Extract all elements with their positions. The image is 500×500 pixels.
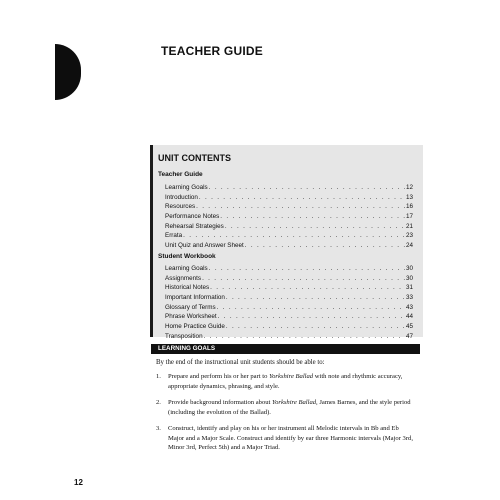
toc-dot-leader <box>202 274 405 284</box>
toc-entry-label: Assignments <box>165 274 202 282</box>
page-title: TEACHER GUIDE <box>161 44 263 58</box>
toc-dot-leader <box>204 332 405 342</box>
toc-entry-page: 23 <box>405 232 413 240</box>
toc-entry-page: 43 <box>405 303 413 311</box>
toc-dot-leader <box>218 312 405 322</box>
learning-goals-list <box>156 372 414 460</box>
toc-entry <box>165 183 413 193</box>
toc-dot-leader <box>209 183 405 193</box>
toc-entry-page: 17 <box>405 213 413 221</box>
learning-goal-text <box>168 424 414 453</box>
toc-entry-label: Glossary of Terms <box>165 303 216 311</box>
toc-entry-page: 30 <box>405 274 413 282</box>
learning-goal-item <box>156 372 414 391</box>
toc-entry <box>165 283 413 293</box>
toc-entry <box>165 231 413 241</box>
toc-entry-page: 24 <box>405 242 413 250</box>
toc-entry-label: Introduction <box>165 193 198 201</box>
toc-entry <box>165 222 413 232</box>
unit-contents-title: UNIT CONTENTS <box>158 153 231 163</box>
toc-entry-label: Phrase Worksheet <box>165 313 217 321</box>
learning-goal-number: 1. <box>156 373 161 380</box>
toc-dot-leader <box>226 293 405 303</box>
learning-goal-text-part: Provide background information about <box>168 399 273 406</box>
student-workbook-toc <box>165 264 413 342</box>
learning-goal-text-part: , James Barnes, and the style period (including the evolution of the Ballad). <box>168 399 411 416</box>
toc-entry <box>165 193 413 203</box>
toc-entry-label: Unit Quiz and Answer Sheet <box>165 242 244 250</box>
toc-dot-leader <box>183 231 405 241</box>
toc-entry-label: Transposition <box>165 332 203 340</box>
toc-entry <box>165 264 413 274</box>
learning-goal-work-title: Yorkshire Ballad <box>272 399 317 406</box>
teacher-guide-heading: Teacher Guide <box>158 171 203 178</box>
toc-entry <box>165 241 413 251</box>
toc-entry <box>165 202 413 212</box>
toc-entry-label: Home Practice Guide <box>165 323 225 331</box>
toc-entry <box>165 312 413 322</box>
toc-entry-page: 44 <box>405 313 413 321</box>
toc-dot-leader <box>217 303 405 313</box>
learning-goal-number: 3. <box>156 425 161 432</box>
toc-entry-page: 47 <box>405 332 413 340</box>
toc-entry-page: 21 <box>405 222 413 230</box>
student-workbook-heading: Student Workbook <box>158 253 216 260</box>
toc-entry-page: 31 <box>405 284 413 292</box>
toc-entry-page: 30 <box>405 265 413 272</box>
toc-dot-leader <box>199 193 405 203</box>
toc-entry-page: 12 <box>405 184 413 191</box>
learning-goal-text-part: with note and rhythmic accuracy, appropriate dynamics, phrasing, and style. <box>168 373 403 390</box>
toc-dot-leader <box>210 283 405 293</box>
learning-goals-intro: By the end of the instructional unit students should be able to: <box>156 359 325 366</box>
learning-goal-item <box>156 424 414 453</box>
learning-goal-text <box>168 372 414 391</box>
learning-goal-text <box>168 398 414 417</box>
toc-dot-leader <box>196 202 405 212</box>
toc-entry <box>165 293 413 303</box>
learning-goal-work-title: Yorkshire Ballad <box>269 373 314 380</box>
toc-dot-leader <box>245 241 405 251</box>
toc-dot-leader <box>209 264 405 274</box>
toc-entry <box>165 212 413 222</box>
toc-entry-page: 16 <box>405 203 413 211</box>
learning-goal-text-part: Construct, identify and play on his or her instrument all Melodic intervals in Bb and Eb Major and a Major Scale. Construct and identify by ear three Harmonic intervals (Major 3rd, Minor 3rd, Perfect 5th) and a Major Triad. <box>168 425 413 451</box>
toc-entry <box>165 303 413 313</box>
toc-entry-label: Resources <box>165 203 196 211</box>
toc-entry <box>165 274 413 284</box>
chapter-tab-marker <box>55 44 81 100</box>
toc-dot-leader <box>220 212 405 222</box>
toc-dot-leader <box>226 322 405 332</box>
toc-entry <box>165 322 413 332</box>
toc-entry <box>165 332 413 342</box>
learning-goal-item <box>156 398 414 417</box>
toc-entry-page: 45 <box>405 323 413 331</box>
toc-entry-label: Learning Goals <box>165 265 208 272</box>
toc-dot-leader <box>225 222 405 232</box>
toc-entry-page: 33 <box>405 294 413 302</box>
toc-entry-label: Performance Notes <box>165 213 220 221</box>
learning-goals-bar: LEARNING GOALS <box>151 344 420 354</box>
toc-entry-label: Rehearsal Strategies <box>165 222 224 230</box>
learning-goal-number: 2. <box>156 399 161 406</box>
page-number: 12 <box>74 478 83 487</box>
toc-entry-label: Important Information <box>165 294 225 302</box>
teacher-guide-toc <box>165 183 413 251</box>
toc-entry-label: Historical Notes <box>165 284 210 292</box>
toc-entry-page: 13 <box>405 193 413 201</box>
learning-goal-text-part: Prepare and perform his or her part to <box>168 373 270 380</box>
toc-entry-label: Learning Goals <box>165 184 208 191</box>
toc-entry-label: Errata <box>165 232 183 240</box>
